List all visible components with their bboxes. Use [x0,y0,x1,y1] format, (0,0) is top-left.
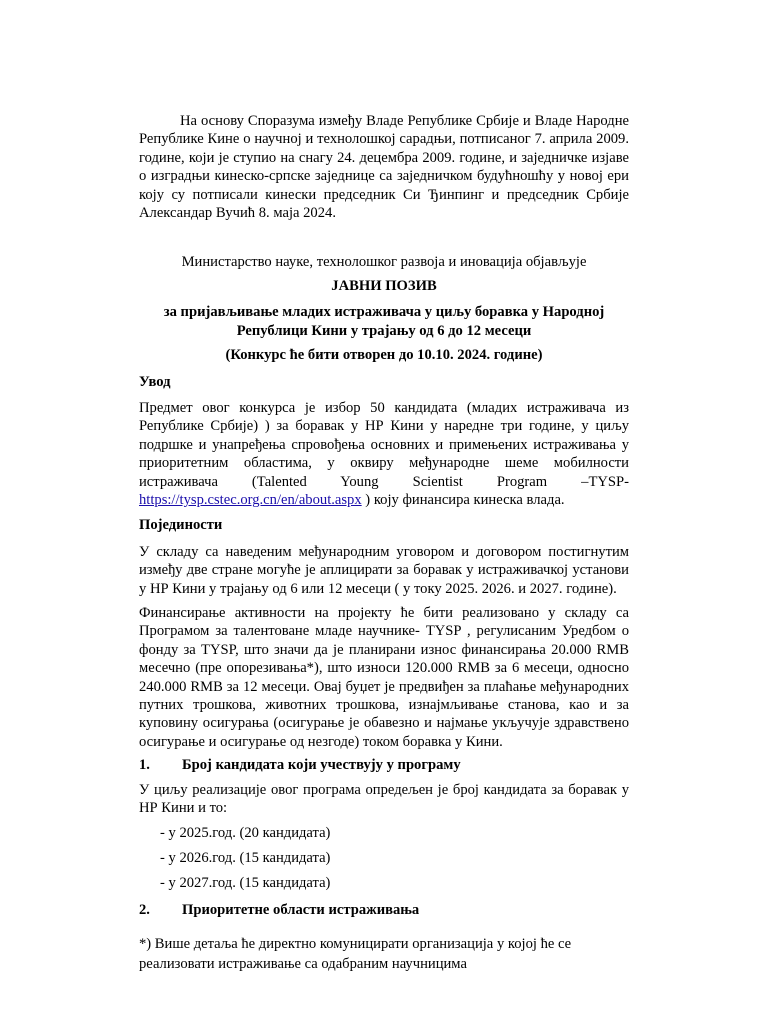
section-heading-uvod: Увод [139,374,171,390]
subtitle-line-1: за пријављивање младих истраживача у циљу боравка у Народној [163,304,605,320]
section-heading-2 [139,902,419,919]
footnote-line-2: реализовати истраживање са одабраним научницима [139,956,467,972]
list-item: - у 2025.год. (20 кандидата) [160,825,331,841]
intro-paragraph: На основу Споразума између Владе Републике Србије и Владе Народне Републике Кине о научној и технолошкој сарадњи, потписаног 7. априла 2009. године, који је ступио на снагу 24. децембра 2009. године, и заједничке изјаве о изградњи кинеско-српске заједнице са заједничком будућношћу у новој ери коју су потписали кинески председник Си Ђинпинг и председник Србије Александар Вучић 8. маја 2024. [139,113,629,222]
section-number-2: 2. [139,902,150,918]
section-number-1: 1. [139,757,150,773]
uvod-paragraph [139,399,629,509]
section-title-2: Приоритетне области истраживања [182,902,420,918]
deadline-note: (Конкурс ће бити отворен до 10.10. 2024. године) [225,347,543,363]
uvod-text: Предмет овог конкурса је избор 50 кандидата (младих истраживача из Републике Србије) ) за боравак у НР Кини у наредне три године, у циљу подршке и унапређења спровођења основних и примењених истраживања у приоритетним областима, у оквиру међународне шеме мобилности истраживача (Talented Young Scientist Program –TYSP- [139,400,629,490]
subtitle-line-2: Републици Кини у трајању од 6 до 12 месеци [236,323,532,339]
list-item: - у 2026.год. (15 кандидата) [160,850,331,866]
tysp-link[interactable]: https://tysp.cstec.org.cn/en/about.aspx [139,492,362,509]
section-title-1: Број кандидата који учествују у програму [182,757,461,773]
uvod-text-end: ) коју финансира кинеска влада. [361,492,565,509]
page-title: ЈАВНИ ПОЗИВ [331,278,437,294]
section-1-paragraph: У циљу реализације овог програма опредељен је број кандидата за боравак у НР Кини и то: [139,782,629,817]
pojedinosti-paragraph-2: Финансирање активности на пројектy ће бити реализовано у складу са Програмом за талентоване младе научнике- TYSP , регулисаним Уредбом о фонду за TYSP, што значи да је планирани износ финансирања 20.000 RMB месечно (пре опорезивања*), што износи 120.000 RMB за 6 месеци, односно 240.000 RMB за 12 месеци. Овај буџет је предвиђен за плаћање међународних путних трошкова, животних трошкова, изнајмљивање станова, као и за куповину осигурања (осигурање је обавезно и најмање укључује здравствено осигурање и осигурање од незгоде) током боравка у Кини. [139,605,629,750]
section-heading-pojedinosti: Појединости [139,517,223,533]
pojedinosti-paragraph-1: У складу са наведеним међународним уговором и договором постигнутим између две стране могуће је аплицирати за боравак у истраживачкој установи у НР Кини у трајању од 6 или 12 месеци ( у току 2025. 2026. и 2027. године). [139,544,629,597]
list-item: - у 2027.год. (15 кандидата) [160,875,331,891]
footnote [139,934,571,974]
section-heading-1 [139,757,461,774]
call-subtitle [139,303,629,341]
ministry-announcement: Министарство науке, технолошког развоја и иновација објављује [181,254,587,270]
footnote-line-1: *) Више детаља ће директно комуницирати организација у којој ће се [139,936,572,952]
